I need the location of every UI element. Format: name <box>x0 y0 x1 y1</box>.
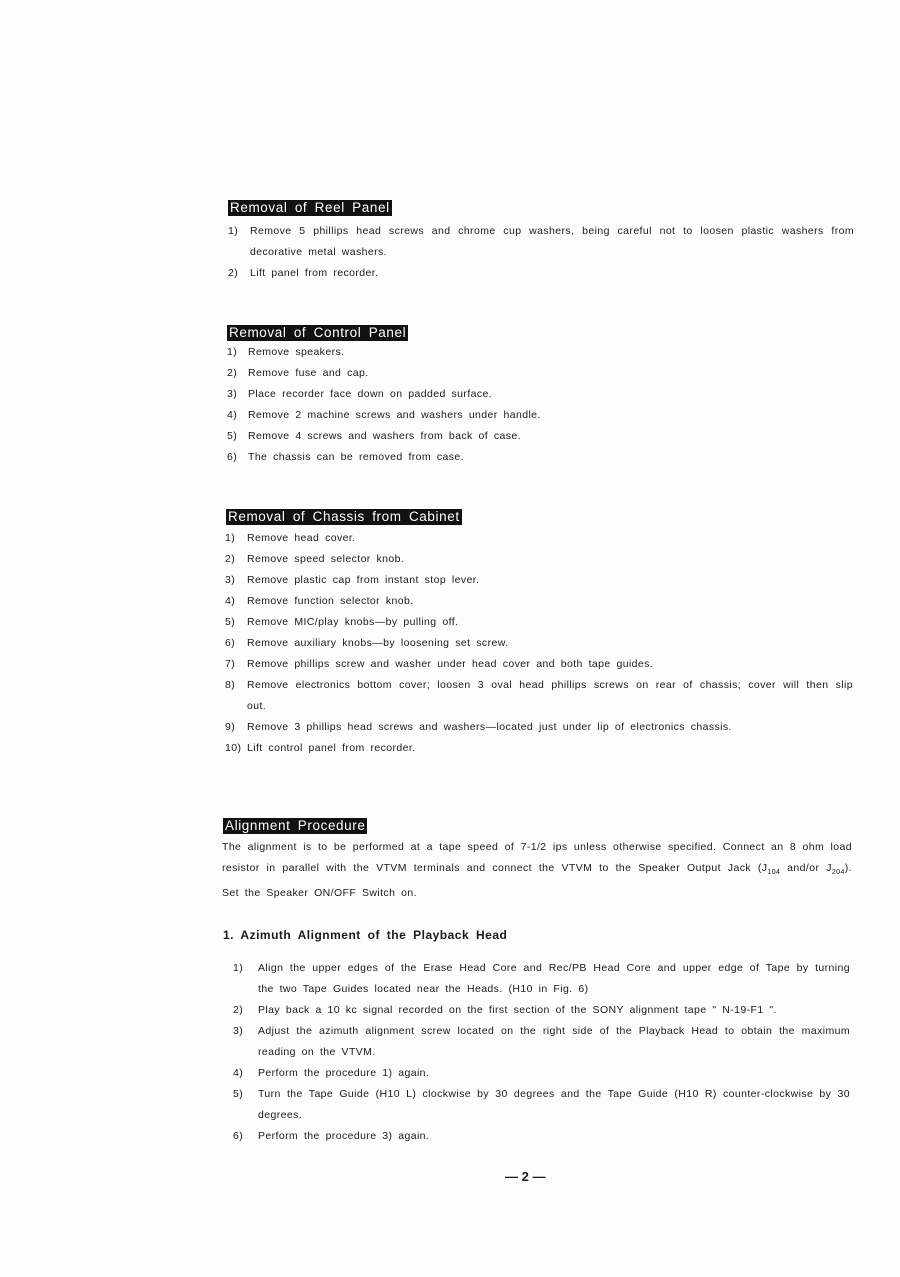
step-number: 1) <box>233 962 244 974</box>
step-number: 2) <box>228 267 239 279</box>
control-panel-steps <box>227 342 853 468</box>
step-number: 5) <box>225 616 236 628</box>
list-item <box>225 738 853 759</box>
step-text: Remove plastic cap from instant stop lever. <box>247 574 480 586</box>
step-number: 3) <box>227 388 238 400</box>
list-item <box>225 528 853 549</box>
step-number: 10) <box>225 742 242 754</box>
section-heading: Removal of Reel Panel <box>230 200 390 215</box>
jack-subscript: 104 <box>767 869 781 877</box>
step-text: Lift panel from recorder. <box>250 267 379 279</box>
azimuth-steps <box>233 958 850 1147</box>
list-item <box>227 363 853 384</box>
jack-subscript: 204 <box>831 869 845 877</box>
step-number: 2) <box>227 367 238 379</box>
step-text: Lift control panel from recorder. <box>247 742 416 754</box>
reel-panel-steps <box>228 221 854 284</box>
step-number: 5) <box>233 1088 244 1100</box>
section-heading: Removal of Control Panel <box>229 325 407 340</box>
section-heading: Removal of Chassis from Cabinet <box>228 509 460 524</box>
step-text: Remove auxiliary knobs—by loosening set screw. <box>247 637 509 649</box>
list-item <box>227 447 853 468</box>
list-item <box>225 612 853 633</box>
step-text: Adjust the azimuth alignment screw located on the right side of the Playback Head to obtain the maximum reading on the VTVM. <box>258 1025 850 1058</box>
subsection-title: 1. Azimuth Alignment of the Playback Head <box>223 928 508 942</box>
step-number: 4) <box>225 595 236 607</box>
step-number: 1) <box>225 532 236 544</box>
step-number: 7) <box>225 658 236 670</box>
step-number: 2) <box>225 553 236 565</box>
list-item <box>225 654 853 675</box>
step-text: Remove 3 phillips head screws and washers—located just under lip of electronics chassis. <box>247 721 732 733</box>
step-number: 9) <box>225 721 236 733</box>
step-number: 6) <box>225 637 236 649</box>
list-item <box>227 426 853 447</box>
step-number: 2) <box>233 1004 244 1016</box>
list-item <box>227 342 853 363</box>
step-text: Place recorder face down on padded surface. <box>248 388 493 400</box>
step-text: Remove fuse and cap. <box>248 367 369 379</box>
step-text: Remove MIC/play knobs—by pulling off. <box>247 616 459 628</box>
step-number: 5) <box>227 430 238 442</box>
step-number: 1) <box>228 225 239 237</box>
list-item <box>233 1084 850 1126</box>
step-text: Remove 5 phillips head screws and chrome cup washers, being careful not to loosen plastic washers from decorative metal washers. <box>250 225 854 258</box>
step-text: Play back a 10 kc signal recorded on the first section of the SONY alignment tape " N-19-F1 ". <box>258 1004 777 1016</box>
step-number: 6) <box>233 1130 244 1142</box>
list-item <box>227 405 853 426</box>
intro-text: ). Set the Speaker ON/OFF Switch on. <box>222 862 852 900</box>
step-number: 4) <box>233 1067 244 1079</box>
intro-text: The alignment is to be performed at a tape speed of 7-1/2 ips unless otherwise specified. Connect an 8 ohm load resistor in parallel with the VTVM terminals and connect the VTVM to the Speaker Output Jack (J <box>222 841 852 874</box>
list-item <box>225 570 853 591</box>
list-item <box>225 717 853 738</box>
step-text: Remove 2 machine screws and washers under handle. <box>248 409 541 421</box>
page-number: — 2 — <box>505 1169 546 1184</box>
list-item <box>225 633 853 654</box>
step-text: The chassis can be removed from case. <box>248 451 464 463</box>
list-item <box>225 591 853 612</box>
chassis-steps <box>225 528 853 759</box>
step-text: Remove electronics bottom cover; loosen 3 oval head phillips screws on rear of chassis; cover will then slip out. <box>247 679 853 712</box>
step-number: 3) <box>233 1025 244 1037</box>
intro-text: and/or J <box>780 862 832 874</box>
step-text: Turn the Tape Guide (H10 L) clockwise by 30 degrees and the Tape Guide (H10 R) counter-clockwise by 30 degrees. <box>258 1088 850 1121</box>
step-number: 8) <box>225 679 236 691</box>
step-text: Perform the procedure 3) again. <box>258 1130 430 1142</box>
step-number: 4) <box>227 409 238 421</box>
alignment-intro <box>222 837 852 904</box>
list-item <box>233 958 850 1000</box>
list-item <box>225 675 853 717</box>
step-text: Remove head cover. <box>247 532 356 544</box>
list-item <box>225 549 853 570</box>
step-text: Remove speed selector knob. <box>247 553 405 565</box>
step-text: Align the upper edges of the Erase Head Core and Rec/PB Head Core and upper edge of Tape by turning the two Tape Guides located near the Heads. (H10 in Fig. 6) <box>258 962 850 995</box>
list-item <box>233 1063 850 1084</box>
list-item <box>228 263 854 284</box>
list-item <box>233 1021 850 1063</box>
list-item <box>227 384 853 405</box>
step-text: Remove phillips screw and washer under head cover and both tape guides. <box>247 658 654 670</box>
list-item <box>228 221 854 263</box>
step-text: Remove 4 screws and washers from back of case. <box>248 430 521 442</box>
list-item <box>233 1126 850 1147</box>
step-number: 1) <box>227 346 238 358</box>
step-text: Perform the procedure 1) again. <box>258 1067 430 1079</box>
section-heading: Alignment Procedure <box>225 818 366 833</box>
step-number: 6) <box>227 451 238 463</box>
step-text: Remove speakers. <box>248 346 345 358</box>
step-number: 3) <box>225 574 236 586</box>
step-text: Remove function selector knob. <box>247 595 414 607</box>
list-item <box>233 1000 850 1021</box>
